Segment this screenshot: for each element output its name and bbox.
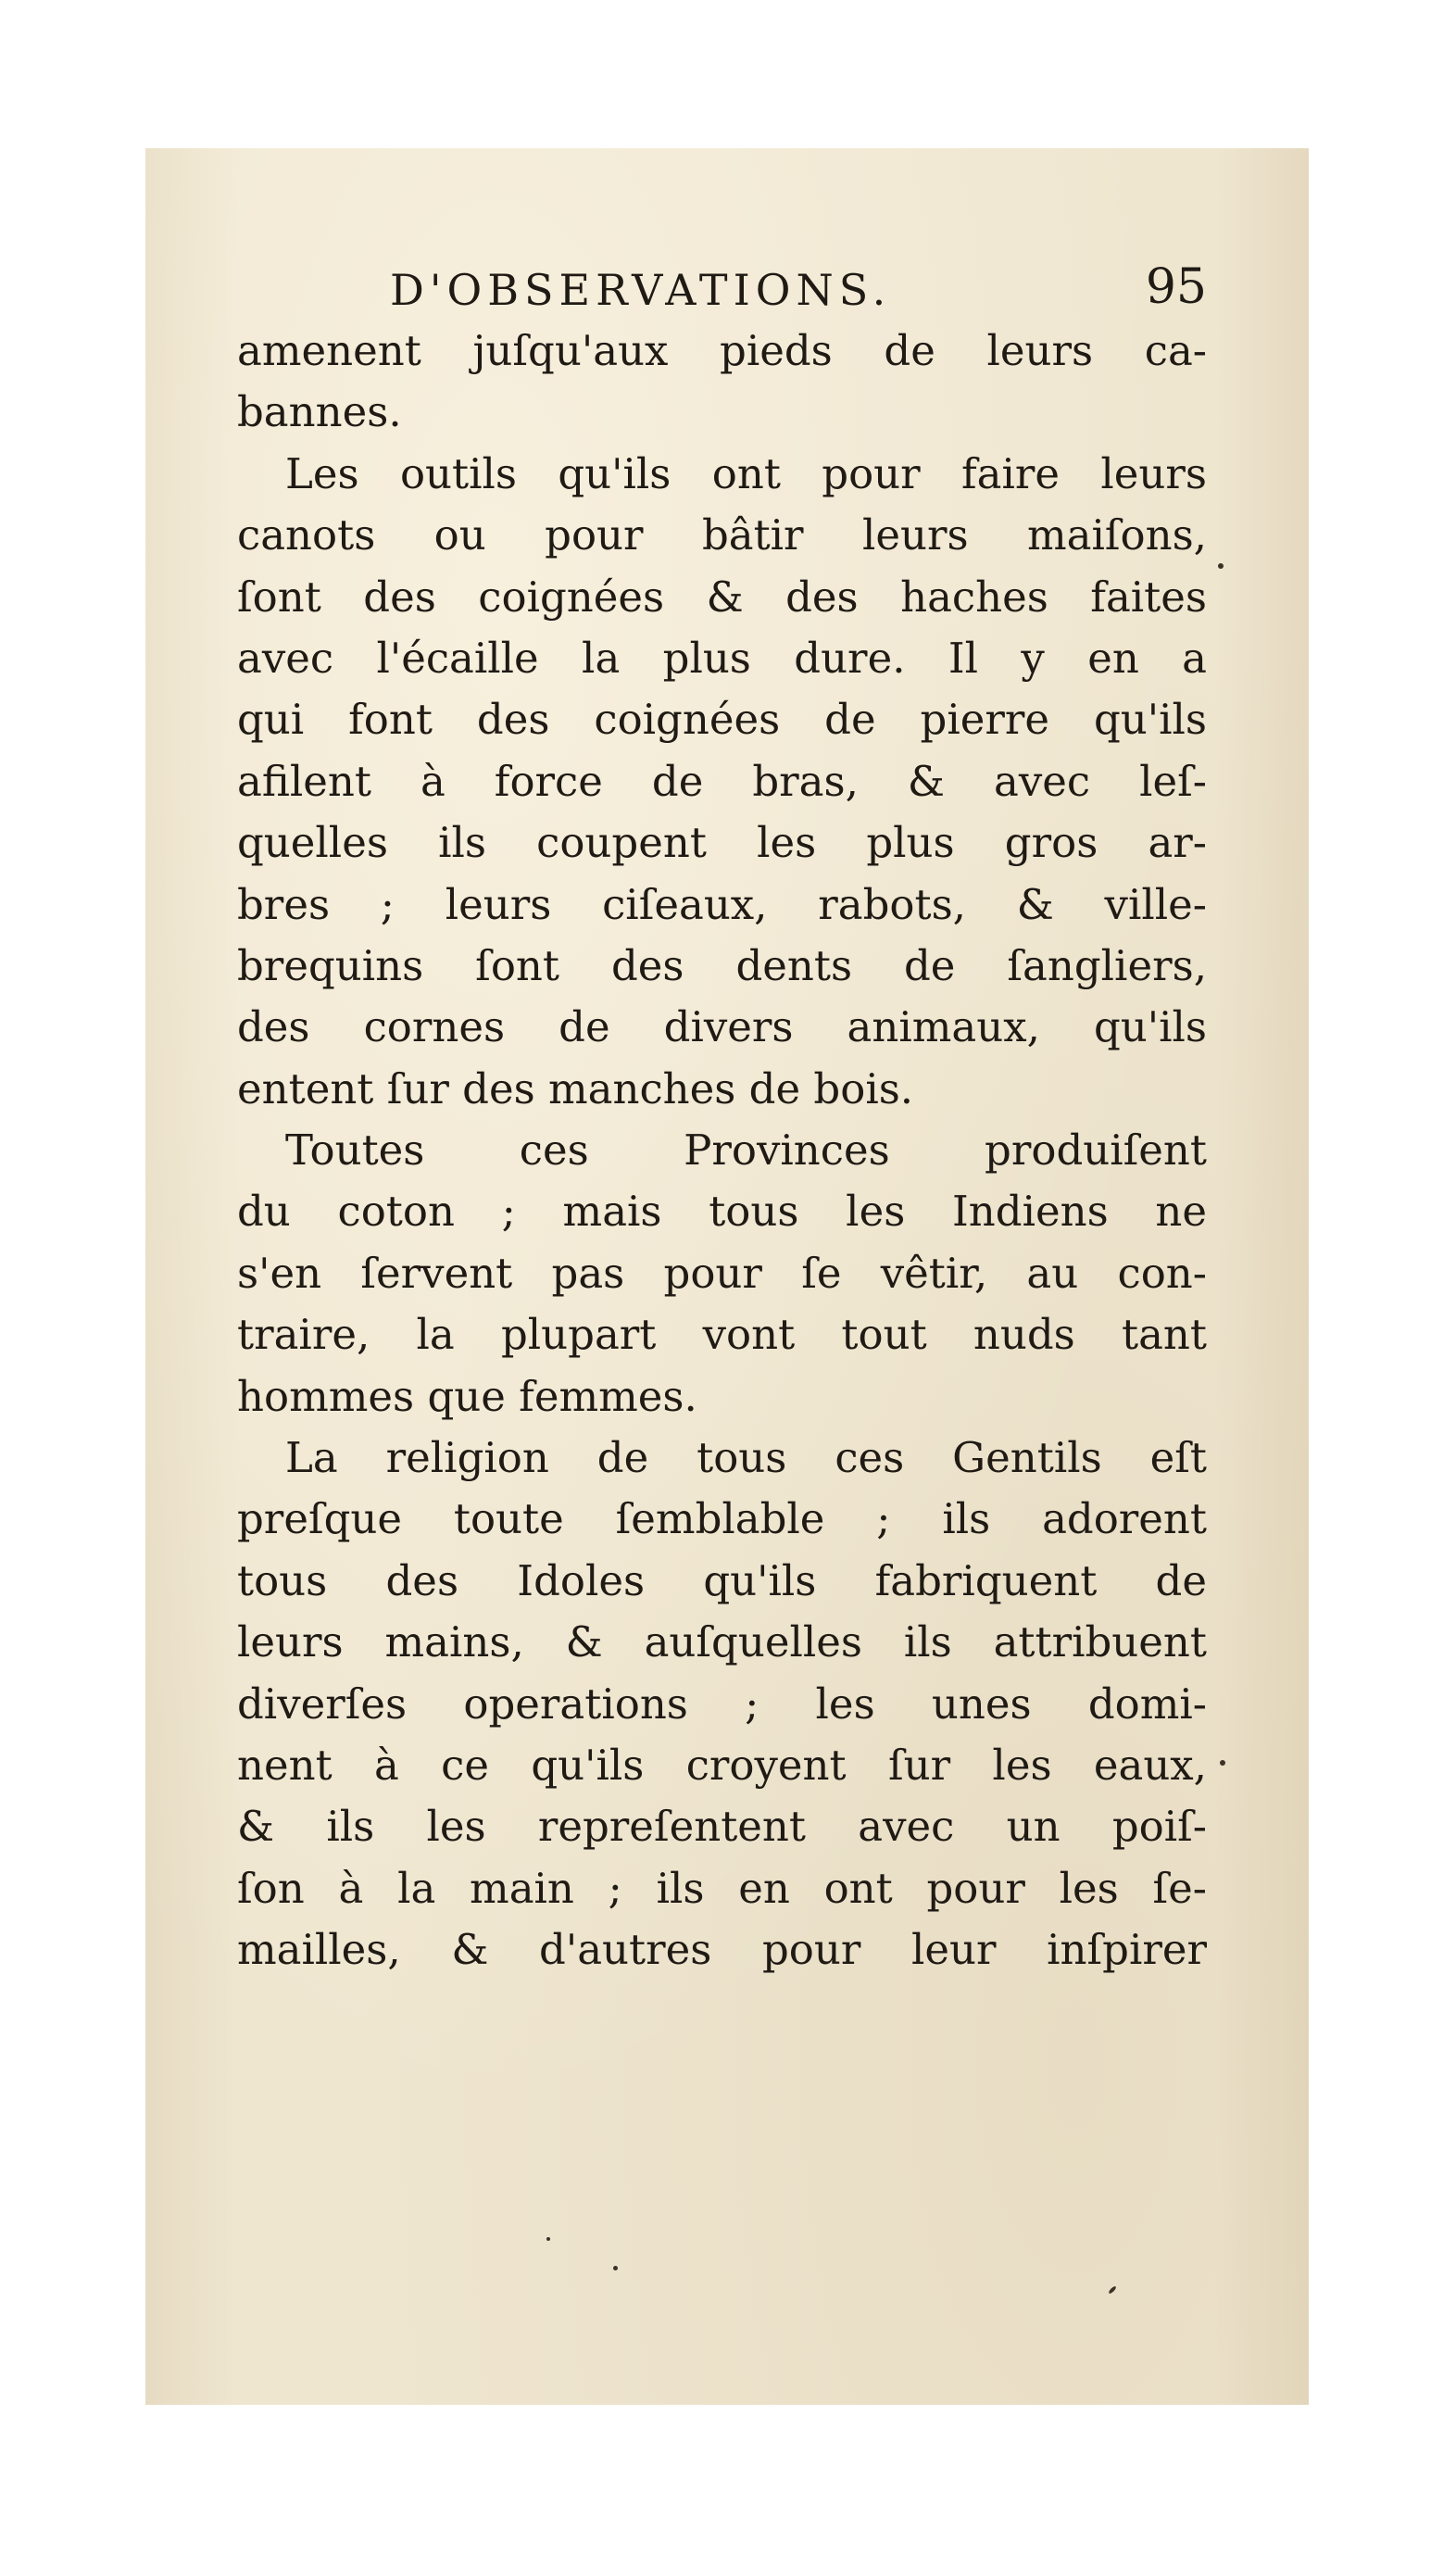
text-line: entent ſur des manches de bois. [237,1063,914,1113]
text-line: du coton ; mais tous les Indiens ne [237,1187,1207,1237]
paper-speck [1108,2285,1117,2295]
running-head [237,259,1207,321]
text-line: Toutes ces Provinces produiſent [285,1126,1207,1176]
text-line: amenent juſqu'aux pieds de leurs ca- [237,326,1207,375]
paragraph-3 [237,1120,1207,1427]
text-line: ſont des coignées & des haches faites [237,572,1207,622]
text-line: & ils les repreſentent avec un poiſ- [237,1802,1207,1852]
text-line: canots ou pour bâtir leurs maiſons, [237,510,1207,560]
text-line: des cornes de divers animaux, qu'ils [237,1002,1207,1052]
paragraph-1 [237,321,1207,444]
text-block [237,259,1207,1981]
text-line: bannes. [237,387,402,437]
text-line: mailles, & d'autres pour leur inſpirer [237,1925,1207,1975]
running-title: D'OBSERVATIONS. [390,265,892,315]
text-line: qui font des coignées de pierre qu'ils [237,695,1207,745]
text-line: s'en ſervent pas pour ſe vêtir, au con- [237,1248,1207,1298]
text-line: preſque toute ſemblable ; ils adorent [237,1494,1207,1544]
paper-speck [1218,563,1224,569]
text-line: La religion de tous ces Gentils eſt [285,1433,1207,1483]
paper-speck [1220,1760,1225,1766]
paper-speck [613,2266,618,2270]
text-line: nent à ce qu'ils croyent ſur les eaux, [237,1740,1207,1790]
page-number: 95 [1145,259,1207,315]
text-line: diverſes operations ; les unes domi- [237,1679,1207,1729]
paper-speck [546,2237,550,2241]
text-line: leurs mains, & auſquelles ils attribuent [237,1617,1207,1667]
paragraph-4 [237,1427,1207,1981]
text-line: traire, la plupart vont tout nuds tant [237,1310,1207,1360]
text-line: Les outils qu'ils ont pour faire leurs [285,448,1207,498]
book-page [145,148,1309,2405]
text-line: avec l'écaille la plus dure. Il y en a [237,633,1207,683]
text-line: quelles ils coupent les plus gros ar- [237,818,1207,868]
text-line: brequins ſont des dents de ſangliers, [237,940,1207,990]
text-line: afilent à force de bras, & avec leſ- [237,756,1207,806]
text-line: hommes que femmes. [237,1371,697,1421]
text-line: ſon à la main ; ils en ont pour les ſe- [237,1863,1207,1913]
text-line: tous des Idoles qu'ils fabriquent de [237,1555,1207,1605]
text-line: bres ; leurs ciſeaux, rabots, & ville- [237,879,1207,929]
paragraph-2 [237,444,1207,1120]
